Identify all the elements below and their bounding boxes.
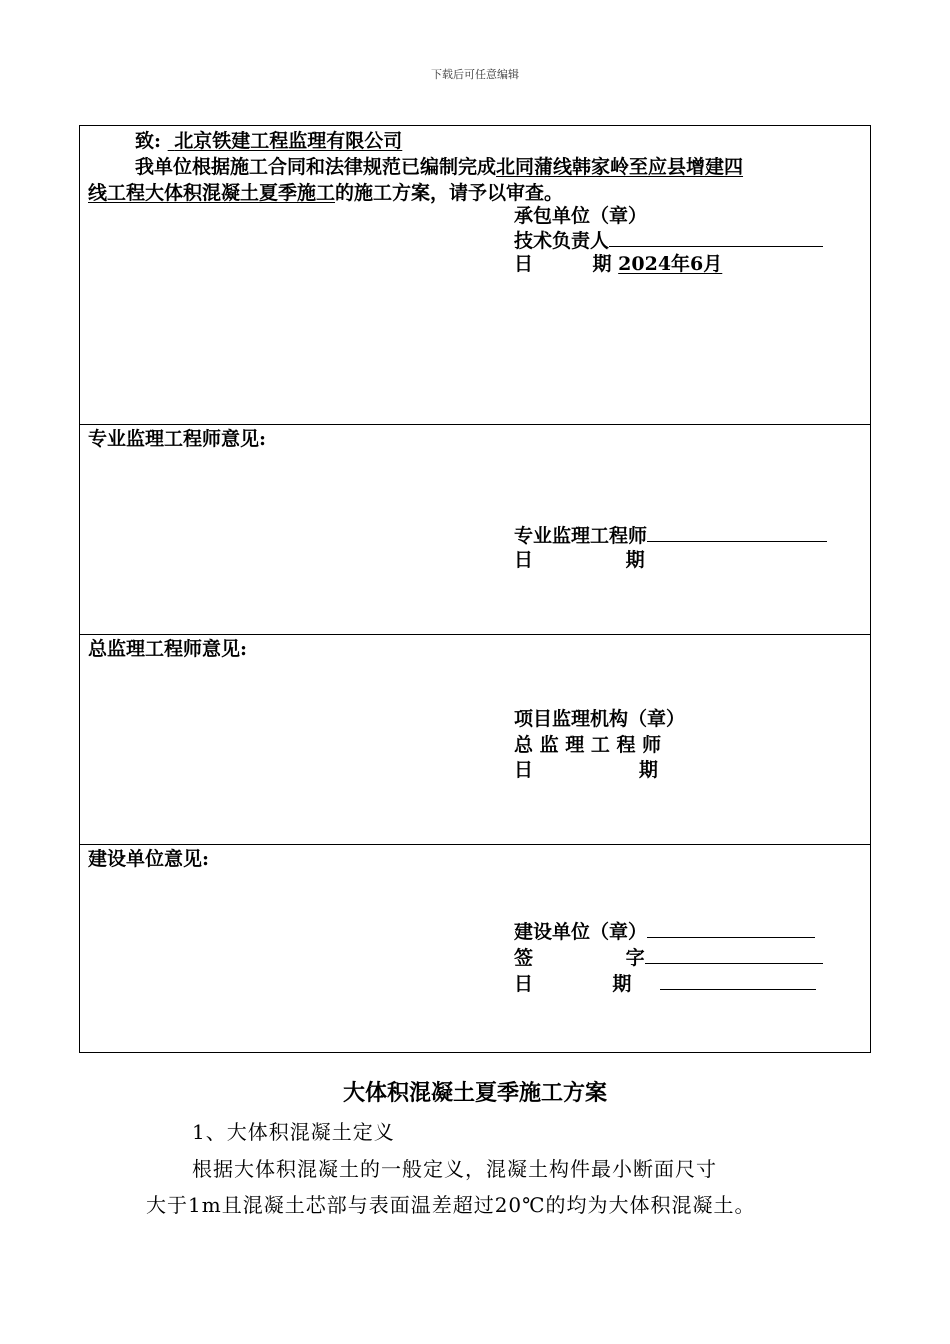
owner-unit-line	[514, 919, 815, 944]
definition-line-1: 根据大体积混凝土的一般定义，混凝土构件最小断面尺寸	[192, 1157, 717, 1181]
owner-signature-field[interactable]	[645, 945, 823, 964]
engineer-signature-field[interactable]	[647, 523, 827, 542]
contractor-date-line	[514, 252, 722, 276]
body-line-1	[135, 155, 743, 179]
owner-sign-label: 签 字	[514, 947, 645, 969]
to-name: 北京铁建工程监理有限公司	[174, 130, 403, 152]
definition-line-2: 大于1m且混凝土芯部与表面温差超过20℃的均为大体积混凝土。	[146, 1193, 756, 1217]
tech-lead-line	[514, 228, 823, 253]
chief-date-label: 日 期	[514, 759, 658, 781]
header-note: 下载后可任意编辑	[431, 68, 519, 81]
contractor-section	[80, 126, 870, 424]
tech-lead-signature-field[interactable]	[609, 228, 823, 247]
addressee-line	[135, 129, 402, 153]
owner-sign-line	[514, 945, 823, 970]
approval-form	[79, 125, 871, 1053]
owner-date-label: 日 期	[514, 973, 632, 995]
tech-lead-label: 技术负责人	[514, 230, 610, 252]
owner-unit-field[interactable]	[647, 919, 815, 938]
section-heading: 1、大体积混凝土定义	[192, 1120, 395, 1144]
document-title: 大体积混凝土夏季施工方案	[342, 1080, 607, 1106]
contractor-unit-label: 承包单位（章）	[514, 205, 648, 227]
owner-unit-label: 建设单位（章）	[514, 921, 648, 943]
chief-heading: 总监理工程师意见:	[88, 638, 248, 660]
engineer-sign-label: 专业监理工程师	[514, 525, 648, 547]
to-label: 致:	[135, 130, 162, 152]
owner-date-line	[514, 971, 816, 996]
contractor-date-label: 日 期	[514, 253, 612, 275]
body-line-2	[88, 181, 563, 205]
engineer-section	[80, 424, 870, 634]
owner-date-field[interactable]	[660, 971, 816, 990]
chief-sign-label: 总 监 理 工 程 师	[514, 734, 662, 756]
body-suffix: 的施工方案，请予以审查。	[335, 182, 564, 204]
engineer-sign-line	[514, 523, 827, 548]
chief-engineer-section	[80, 634, 870, 844]
engineer-heading: 专业监理工程师意见:	[88, 428, 267, 450]
owner-section	[80, 844, 870, 1052]
body-prefix: 我单位根据施工合同和法律规范已编制完成	[135, 156, 497, 178]
engineer-date-label: 日 期	[514, 549, 645, 571]
project-name-part1: 北同蒲线韩家岭至应县增建四	[496, 156, 744, 178]
project-name-part2: 线工程大体积混凝土夏季施工	[88, 182, 336, 204]
owner-heading: 建设单位意见:	[88, 848, 210, 870]
contractor-date-value: 2024年6月	[618, 253, 723, 275]
supervision-org-label: 项目监理机构（章）	[514, 708, 686, 730]
